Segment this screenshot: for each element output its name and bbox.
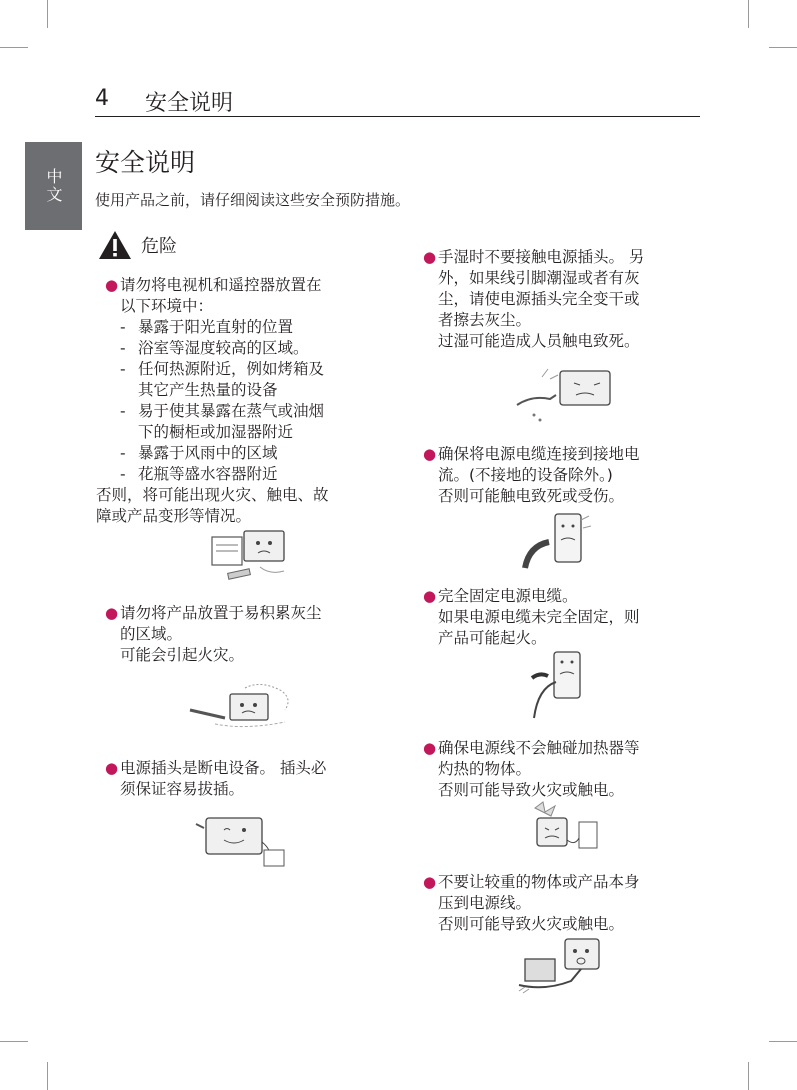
text-line: 下的橱柜或加湿器附近 [138, 423, 294, 441]
text-line: 灼热的物体。 [438, 760, 532, 778]
text-line: 易于使其暴露在蒸气或油烟 [138, 402, 325, 420]
text-line: 不要让较重的物体或产品本身 [438, 873, 640, 891]
text-line: 须保证容易拔插。 [120, 780, 245, 798]
text-line: 手湿时不要接触电源插头。 另 [438, 248, 645, 266]
text-line: 压到电源线。 [438, 894, 532, 912]
right-item-1 [423, 247, 698, 352]
bullet: ● [105, 759, 119, 777]
crop-mark [47, 1062, 48, 1090]
text-line: 请勿将产品放置于易积累灰尘 [120, 604, 322, 622]
left-item-3 [105, 758, 390, 800]
bullet: ● [423, 739, 437, 757]
text-line: 否则可能导致火灾或触电。 [438, 915, 625, 933]
heater-cable-illustration [515, 800, 605, 858]
intro-text: 使用产品之前，请仔细阅读这些安全预防措施。 [95, 191, 411, 209]
secure-cable-illustration [520, 648, 590, 720]
text-line: 过湿可能造成人员触电致死。 [438, 332, 640, 350]
header-title: 安全说明 [145, 91, 234, 116]
text-line: 尘，请使电源插头完全变干或 [438, 290, 640, 308]
warning-triangle-icon [98, 230, 132, 260]
right-item-5 [423, 872, 698, 935]
crop-mark [47, 0, 48, 28]
left-item-2 [105, 603, 390, 666]
crop-mark [748, 1062, 749, 1090]
bullet: ● [105, 604, 119, 622]
text-line: 流。(不接地的设备除外。) [438, 466, 613, 484]
text-line: 如果电源电缆未完全固定，则 [438, 608, 640, 626]
text-line: 其它产生热量的设备 [138, 381, 278, 399]
dusty-tv-illustration [185, 680, 295, 735]
page-header [95, 86, 700, 117]
text-line: 可能会引起火灾。 [120, 646, 245, 664]
text-line: 花瓶等盛水容器附近 [138, 465, 278, 483]
bullet: ● [423, 873, 437, 891]
text-line: 浴室等湿度较高的区域。 [138, 339, 309, 357]
text-line: 产品可能起火。 [438, 629, 547, 647]
text-line: 确保将电源电缆连接到接地电 [438, 445, 640, 463]
text-line: 请勿将电视机和遥控器放置在 [120, 276, 322, 294]
crop-mark [769, 47, 797, 48]
sub-item: - 浴室等湿度较高的区域。 [120, 338, 390, 359]
heavy-object-cable-illustration [515, 935, 605, 995]
text-line: 暴露于风雨中的区域 [138, 444, 278, 462]
page-number: 4 [95, 86, 109, 111]
text-line: 外，如果线引脚潮湿或者有灰 [438, 269, 640, 287]
plug-access-illustration [192, 812, 292, 870]
crop-mark [0, 47, 28, 48]
sub-item: - 暴露于风雨中的区域 [120, 443, 390, 464]
text-line: 障或产品变形等情况。 [96, 507, 252, 525]
danger-label: 危险 [141, 236, 177, 257]
text-line: 否则，将可能出现火灾、触电、故 [96, 486, 329, 504]
left-item-1 [96, 275, 390, 527]
right-item-4 [423, 738, 698, 801]
text-line: 否则可能触电致死或受伤。 [438, 487, 625, 505]
text-line: 暴露于阳光直射的位置 [138, 318, 294, 336]
bullet: ● [423, 445, 437, 463]
grounded-outlet-illustration [515, 510, 595, 575]
text-line: 以下环境中： [120, 297, 214, 315]
sub-item: - 暴露于阳光直射的位置 [120, 317, 390, 338]
sub-item: - 花瓶等盛水容器附近 [120, 464, 390, 485]
crop-mark [769, 1041, 797, 1042]
text-line: 确保电源线不会触碰加热器等 [438, 739, 640, 757]
text-line: 电源插头是断电设备。 插头必 [120, 759, 327, 777]
text-line: 的区域。 [120, 625, 183, 643]
sub-item: - 任何热源附近，例如烤箱及 其它产生热量的设备 [120, 359, 390, 401]
right-item-2 [423, 444, 698, 507]
bullet: ● [423, 248, 437, 266]
bullet: ● [423, 587, 437, 605]
text-line: 完全固定电源电缆。 [438, 587, 578, 605]
text-line: 者擦去灰尘。 [438, 311, 532, 329]
sub-item: - 易于使其暴露在蒸气或油烟 下的橱柜或加湿器附近 [120, 401, 390, 443]
danger-heading [98, 230, 177, 260]
crop-mark [748, 0, 749, 28]
wet-hands-plug-illustration [512, 365, 617, 425]
language-tab [25, 142, 82, 230]
crop-mark [0, 1041, 28, 1042]
language-tab-label: 中文 [44, 168, 63, 204]
text-line: 否则可能导致火灾或触电。 [438, 781, 625, 799]
right-item-3 [423, 586, 698, 649]
section-title: 安全说明 [95, 148, 196, 177]
tv-near-heat-illustration [200, 527, 290, 585]
bullet: ● [105, 276, 119, 294]
text-line: 任何热源附近，例如烤箱及 [138, 360, 325, 378]
